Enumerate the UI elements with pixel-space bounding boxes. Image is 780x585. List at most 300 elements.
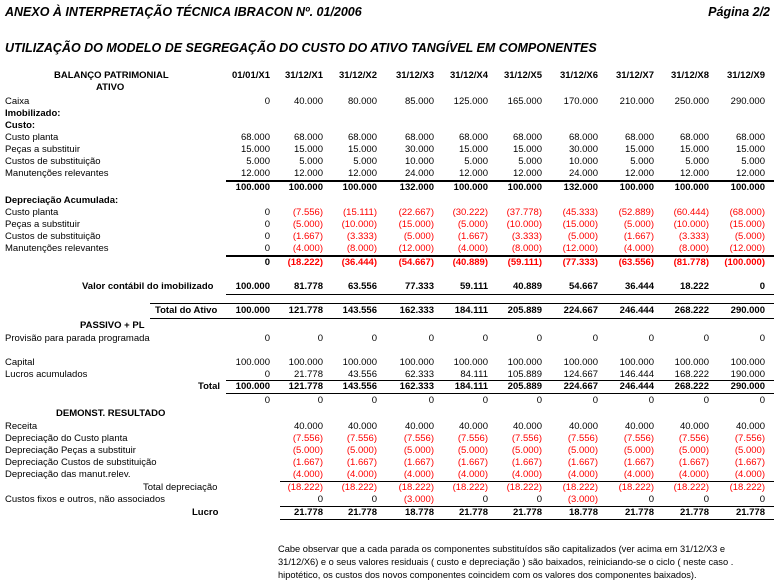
table-row (0, 182, 780, 195)
table-cell: 100.000 (730, 182, 765, 193)
table-cell: 59.111 (459, 281, 488, 292)
table-cell: 5.000 (518, 156, 542, 167)
row-label: Depreciação das manut.relev. (5, 469, 131, 480)
table-cell: 40.000 (293, 96, 323, 107)
table-cell: 12.000 (458, 168, 488, 179)
table-cell: 12.000 (624, 168, 654, 179)
table-cell: 10.000 (568, 156, 598, 167)
table-cell: (100.000) (724, 257, 765, 268)
table-cell: 224.667 (563, 305, 598, 316)
table-cell: 40.000 (512, 421, 542, 432)
table-row (0, 257, 780, 270)
table-cell: (81.778) (673, 257, 709, 268)
table-cell: 0 (648, 395, 654, 406)
table-cell: (10.000) (506, 219, 542, 230)
section-heading-row (0, 408, 780, 421)
table-cell: 100.000 (342, 357, 377, 368)
passivo-heading: PASSIVO + PL (80, 320, 145, 331)
column-header: 31/12/X1 (284, 70, 323, 81)
column-header: 31/12/X5 (503, 70, 542, 81)
table-cell: 36.444 (624, 281, 654, 292)
table-cell: (18.222) (398, 482, 434, 493)
column-header: 31/12/X3 (395, 70, 434, 81)
table-cell: 0 (759, 494, 765, 505)
table-cell: (18.222) (287, 257, 323, 268)
table-cell: 250.000 (674, 96, 709, 107)
depreciacao-heading: Depreciação Acumulada: (5, 195, 119, 206)
table-cell: 68.000 (293, 132, 323, 143)
table-cell: 85.000 (404, 96, 434, 107)
section-heading-row (0, 108, 780, 121)
table-row (0, 281, 780, 294)
table-cell: (63.556) (618, 257, 654, 268)
table-row (0, 243, 780, 256)
table-cell: 15.000 (679, 144, 709, 155)
table-cell: (59.111) (507, 257, 542, 268)
page-number: Página 2/2 (708, 5, 770, 19)
balance-label: BALANÇO PATRIMONIAL (54, 70, 169, 81)
table-cell: (22.667) (398, 207, 434, 218)
table-cell: (4.000) (623, 243, 654, 254)
table-cell: (5.000) (511, 445, 542, 456)
table-cell: (1.667) (403, 457, 434, 468)
row-label: Total depreciação (143, 482, 218, 493)
table-cell: 0 (264, 231, 270, 242)
table-cell: 5.000 (741, 156, 765, 167)
table-cell: (10.000) (673, 219, 709, 230)
table-cell: (52.889) (618, 207, 654, 218)
table-cell: (1.667) (623, 457, 654, 468)
table-cell: (3.000) (403, 494, 434, 505)
table-cell: 0 (264, 207, 270, 218)
table-cell: 0 (317, 395, 323, 406)
table-cell: (7.556) (623, 433, 654, 444)
table-cell: 100.000 (674, 182, 709, 193)
section-title: UTILIZAÇÃO DO MODELO DE SEGREGAÇÃO DO CUSTO DO ATIVO TANGÍVEL EM COMPONENTES (5, 41, 597, 55)
table-cell: 12.000 (347, 168, 377, 179)
table-cell: (4.000) (511, 469, 542, 480)
table-cell: 15.000 (293, 144, 323, 155)
table-cell: (7.556) (403, 433, 434, 444)
row-label: Total do Ativo (155, 305, 218, 316)
column-header: 31/12/X9 (726, 70, 765, 81)
table-row (0, 219, 780, 232)
table-cell: 0 (371, 395, 377, 406)
table-cell: 0 (264, 333, 270, 344)
table-cell: 268.222 (674, 305, 709, 316)
table-cell: 40.000 (293, 421, 323, 432)
table-cell: (3.333) (346, 231, 377, 242)
table-cell: (4.000) (346, 469, 377, 480)
table-cell: 0 (703, 494, 709, 505)
table-cell: (7.556) (457, 433, 488, 444)
table-cell: 68.000 (679, 132, 709, 143)
table-cell: 21.778 (293, 369, 323, 380)
table-row (0, 357, 780, 370)
table-cell: 0 (536, 333, 542, 344)
row-label: Lucros acumulados (5, 369, 88, 380)
table-cell: 15.000 (735, 144, 765, 155)
table-cell: 21.778 (624, 507, 654, 518)
table-cell: (37.778) (506, 207, 542, 218)
table-cell: (18.222) (562, 482, 598, 493)
table-cell: (1.667) (292, 231, 323, 242)
table-row (0, 305, 780, 318)
table-cell: (7.556) (567, 433, 598, 444)
table-cell: (8.000) (678, 243, 709, 254)
table-cell: 105.889 (507, 369, 542, 380)
table-cell: (3.333) (678, 231, 709, 242)
table-cell: 21.778 (679, 507, 709, 518)
table-cell: 100.000 (619, 357, 654, 368)
table-cell: 0 (317, 494, 323, 505)
table-cell: (5.000) (734, 445, 765, 456)
table-row (0, 132, 780, 145)
table-cell: (60.444) (673, 207, 709, 218)
table-cell: 290.000 (730, 305, 765, 316)
table-cell: 21.778 (458, 507, 488, 518)
table-cell: 62.333 (404, 369, 434, 380)
table-cell: (30.222) (452, 207, 488, 218)
rule (150, 318, 774, 319)
row-label: Peças a substituir (5, 144, 80, 155)
section-heading-row (0, 320, 780, 333)
table-cell: (8.000) (346, 243, 377, 254)
row-label: Custo planta (5, 207, 59, 218)
row-label: Depreciação do Custo planta (5, 433, 128, 444)
table-cell: 205.889 (507, 381, 542, 392)
table-cell: (77.333) (562, 257, 598, 268)
table-cell: 21.778 (347, 507, 377, 518)
section-heading-row (0, 195, 780, 208)
table-cell: (4.000) (292, 243, 323, 254)
table-cell: 12.000 (240, 168, 270, 179)
table-cell: 0 (703, 395, 709, 406)
table-cell: (1.667) (457, 231, 488, 242)
table-cell: (68.000) (729, 207, 765, 218)
table-cell: (5.000) (292, 445, 323, 456)
table-row (0, 168, 780, 181)
table-cell: 18.222 (679, 281, 709, 292)
table-cell: (5.000) (457, 219, 488, 230)
table-cell: 100.000 (235, 381, 270, 392)
table-cell: (1.667) (623, 231, 654, 242)
table-cell: 15.000 (624, 144, 654, 155)
table-cell: 18.778 (404, 507, 434, 518)
table-cell: 0 (371, 494, 377, 505)
table-cell: (18.222) (341, 482, 377, 493)
table-cell: 100.000 (235, 182, 270, 193)
table-cell: (1.667) (734, 457, 765, 468)
row-label: Manutenções relevantes (5, 243, 109, 254)
table-cell: 68.000 (458, 132, 488, 143)
table-cell: 100.000 (507, 357, 542, 368)
table-cell: 5.000 (299, 156, 323, 167)
ativo-heading: ATIVO (96, 82, 125, 93)
rule (226, 294, 774, 295)
table-cell: (12.000) (729, 243, 765, 254)
table-cell: 40.000 (679, 421, 709, 432)
table-cell: 12.000 (293, 168, 323, 179)
table-cell: 81.778 (293, 281, 323, 292)
row-label: Custos fixos e outros, não associados (5, 494, 166, 505)
rule (226, 393, 774, 394)
table-cell: 0 (648, 333, 654, 344)
table-cell: (4.000) (457, 243, 488, 254)
table-cell: 15.000 (347, 144, 377, 155)
table-cell: 68.000 (512, 132, 542, 143)
table-cell: 100.000 (288, 357, 323, 368)
table-cell: 0 (482, 494, 488, 505)
table-cell: 12.000 (735, 168, 765, 179)
table-cell: (4.000) (567, 469, 598, 480)
column-header: 31/12/X2 (338, 70, 377, 81)
table-cell: (4.000) (623, 469, 654, 480)
row-label: Valor contábil do imobilizado (82, 281, 214, 292)
table-row (0, 507, 780, 520)
table-cell: (5.000) (292, 219, 323, 230)
table-cell: (5.000) (457, 445, 488, 456)
table-cell: 0 (264, 243, 270, 254)
column-header: 31/12/X6 (559, 70, 598, 81)
table-cell: 40.000 (458, 421, 488, 432)
footnote-line: hipotético, os custos dos novos componentes coincidem com os valores dos componentes baixados). (278, 570, 697, 580)
table-cell: 0 (264, 369, 270, 380)
table-cell: 100.000 (235, 281, 270, 292)
table-cell: 10.000 (404, 156, 434, 167)
table-cell: 21.778 (735, 507, 765, 518)
row-label: Receita (5, 421, 38, 432)
table-cell: 125.000 (453, 96, 488, 107)
table-cell: (15.000) (729, 219, 765, 230)
table-cell: 63.556 (347, 281, 377, 292)
table-cell: 0 (536, 494, 542, 505)
row-label: Custos de substituição (5, 156, 101, 167)
table-cell: (54.667) (398, 257, 434, 268)
table-cell: 100.000 (288, 182, 323, 193)
table-cell: 15.000 (240, 144, 270, 155)
row-label: Manutenções relevantes (5, 168, 109, 179)
table-cell: (1.667) (346, 457, 377, 468)
table-cell: 0 (592, 395, 598, 406)
footnote-line: 31/12/X6) e o seus valores residuais ( custo e depreciação ) são baixados, reiniciando-se o ciclo ( neste caso . (278, 557, 734, 567)
table-cell: (12.000) (562, 243, 598, 254)
table-cell: 24.000 (404, 168, 434, 179)
table-cell: 100.000 (563, 357, 598, 368)
column-header: 31/12/X4 (449, 70, 488, 81)
table-cell: 132.000 (563, 182, 598, 193)
table-cell: 121.778 (288, 305, 323, 316)
table-row (0, 445, 780, 458)
table-cell: 80.000 (347, 96, 377, 107)
table-cell: (4.000) (734, 469, 765, 480)
table-row (0, 494, 780, 507)
table-cell: 100.000 (507, 182, 542, 193)
table-cell: 0 (371, 333, 377, 344)
table-cell: 143.556 (342, 381, 377, 392)
section-heading-row (0, 120, 780, 133)
table-cell: 210.000 (619, 96, 654, 107)
table-cell: (5.000) (567, 231, 598, 242)
table-cell: 43.556 (347, 369, 377, 380)
table-cell: (15.000) (398, 219, 434, 230)
table-cell: 15.000 (512, 144, 542, 155)
table-row (0, 421, 780, 434)
table-cell: 0 (536, 395, 542, 406)
table-cell: 0 (264, 395, 270, 406)
table-cell: (4.000) (403, 469, 434, 480)
table-cell: (5.000) (346, 445, 377, 456)
row-label: Capital (5, 357, 35, 368)
table-cell: 0 (428, 333, 434, 344)
table-cell: (18.222) (729, 482, 765, 493)
table-row (0, 381, 780, 394)
table-cell: (18.222) (452, 482, 488, 493)
table-cell: (5.000) (403, 231, 434, 242)
row-label: Custos de substituição (5, 231, 101, 242)
document-title: ANEXO À INTERPRETAÇÃO TÉCNICA IBRACON Nº. 01/2006 (5, 5, 362, 19)
table-cell: (5.000) (678, 445, 709, 456)
table-cell: 30.000 (568, 144, 598, 155)
table-cell: 290.000 (730, 381, 765, 392)
ativo-heading-row (0, 82, 780, 95)
table-cell: 12.000 (512, 168, 542, 179)
table-cell: 100.000 (674, 357, 709, 368)
table-cell: 40.000 (624, 421, 654, 432)
table-cell: (5.000) (403, 445, 434, 456)
table-cell: 100.000 (619, 182, 654, 193)
imobilizado-heading: Imobilizado: (5, 108, 61, 119)
table-cell: (10.000) (341, 219, 377, 230)
table-cell: (18.222) (506, 482, 542, 493)
table-row (0, 156, 780, 169)
table-cell: (5.000) (623, 445, 654, 456)
table-cell: 246.444 (619, 305, 654, 316)
table-cell: (7.556) (292, 207, 323, 218)
table-cell: (7.556) (292, 433, 323, 444)
table-cell: 0 (428, 395, 434, 406)
table-cell: (7.556) (678, 433, 709, 444)
table-cell: 24.000 (568, 168, 598, 179)
rule (150, 303, 774, 304)
table-cell: 0 (759, 395, 765, 406)
table-cell: 21.778 (512, 507, 542, 518)
table-cell: 121.778 (288, 381, 323, 392)
table-cell: 0 (703, 333, 709, 344)
table-cell: (15.111) (343, 207, 377, 218)
table-cell: 0 (482, 333, 488, 344)
table-cell: 0 (759, 281, 765, 292)
table-cell: 0 (264, 257, 270, 268)
table-cell: (36.444) (341, 257, 377, 268)
table-cell: 290.000 (730, 96, 765, 107)
table-cell: 184.111 (454, 305, 488, 316)
table-cell: 0 (317, 333, 323, 344)
table-cell: 246.444 (619, 381, 654, 392)
row-label: Depreciação Peças a substituir (5, 445, 136, 456)
table-cell: 165.000 (507, 96, 542, 107)
table-cell: 162.333 (399, 381, 434, 392)
table-cell: (1.667) (457, 457, 488, 468)
table-cell: 68.000 (404, 132, 434, 143)
table-cell: 84.111 (460, 369, 488, 380)
table-cell: 5.000 (353, 156, 377, 167)
table-cell: 5.000 (464, 156, 488, 167)
footnote (278, 543, 770, 582)
table-cell: 40.000 (568, 421, 598, 432)
row-label: Caixa (5, 96, 30, 107)
table-cell: 146.444 (619, 369, 654, 380)
table-cell: 68.000 (240, 132, 270, 143)
table-row (0, 207, 780, 220)
table-cell: 0 (482, 395, 488, 406)
table-cell: (1.667) (678, 457, 709, 468)
table-cell: (4.000) (292, 469, 323, 480)
table-cell: 205.889 (507, 305, 542, 316)
table-cell: 77.333 (404, 281, 434, 292)
table-row (0, 333, 780, 346)
table-row (0, 231, 780, 244)
table-cell: (18.222) (618, 482, 654, 493)
table-cell: 5.000 (685, 156, 709, 167)
table-cell: (4.000) (457, 469, 488, 480)
table-cell: (1.667) (292, 457, 323, 468)
table-cell: 15.000 (458, 144, 488, 155)
table-cell: (8.000) (511, 243, 542, 254)
table-cell: 68.000 (624, 132, 654, 143)
table-cell: 68.000 (347, 132, 377, 143)
table-cell: (7.556) (511, 433, 542, 444)
table-cell: (3.000) (567, 494, 598, 505)
table-cell: (45.333) (562, 207, 598, 218)
table-cell: 0 (759, 333, 765, 344)
table-cell: (40.889) (452, 257, 488, 268)
table-cell: 132.000 (399, 182, 434, 193)
table-row (0, 433, 780, 446)
table-cell: 100.000 (399, 357, 434, 368)
table-row (0, 482, 780, 495)
table-cell: 5.000 (630, 156, 654, 167)
table-cell: 68.000 (568, 132, 598, 143)
table-cell: (18.222) (287, 482, 323, 493)
table-cell: 100.000 (730, 357, 765, 368)
table-cell: 5.000 (246, 156, 270, 167)
row-label: Provisão para parada programada (5, 333, 150, 344)
table-cell: 100.000 (235, 305, 270, 316)
row-label: Peças a substituir (5, 219, 80, 230)
custo-heading: Custo: (5, 120, 36, 131)
table-cell: 68.000 (735, 132, 765, 143)
table-cell: (7.556) (734, 433, 765, 444)
table-cell: 0 (648, 494, 654, 505)
table-cell: (12.000) (398, 243, 434, 254)
demonst-heading: DEMONST. RESULTADO (56, 408, 166, 419)
table-cell: 124.667 (563, 369, 598, 380)
table-cell: 190.000 (730, 369, 765, 380)
table-cell: 0 (264, 96, 270, 107)
table-cell: 40.000 (735, 421, 765, 432)
table-cell: (5.000) (734, 231, 765, 242)
column-header-row (0, 70, 780, 83)
table-row (0, 469, 780, 482)
column-header: 31/12/X7 (615, 70, 654, 81)
table-cell: 0 (264, 219, 270, 230)
table-cell: (15.000) (562, 219, 598, 230)
table-cell: 184.111 (454, 381, 488, 392)
table-cell: 21.778 (293, 507, 323, 518)
table-cell: 40.000 (404, 421, 434, 432)
table-cell: (7.556) (346, 433, 377, 444)
